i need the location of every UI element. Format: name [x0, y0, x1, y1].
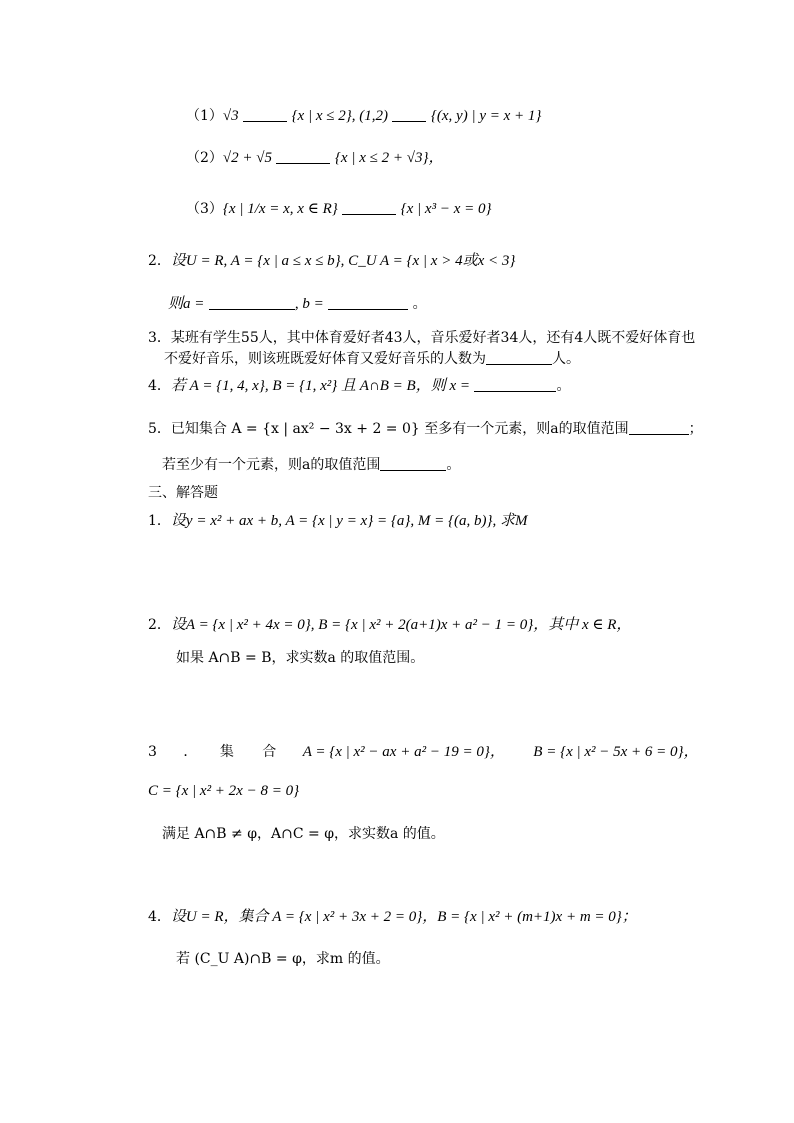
q1-part3 [186, 199, 491, 219]
q2-line2 [168, 294, 427, 314]
q1-part1-blank-1[interactable] [243, 107, 287, 122]
q5-blank-1[interactable] [629, 420, 689, 435]
answer-q1-number: 1． [148, 513, 171, 529]
answer-q4-line1 [148, 907, 637, 927]
q1-part1 [186, 106, 541, 126]
q2-line1 [148, 251, 515, 271]
q1-part2 [186, 148, 443, 168]
q2-blank-b[interactable] [328, 295, 408, 310]
q5-blank-2[interactable] [380, 456, 446, 471]
q1-part1-expr-a: √3 [222, 108, 239, 124]
answer-q3-set-b: B = {x | x² − 5x + 6 = 0}， [533, 744, 699, 760]
q3-line2-end: 人。 [552, 351, 580, 367]
q1-part1-blank-2[interactable] [392, 107, 426, 122]
q3-line1 [148, 328, 695, 348]
q4-text: 若 A = {1, 4, x}, B = {1, x²} 且 A∩B = B，则 x = [170, 378, 470, 394]
answer-q4-number: 4． [148, 909, 171, 925]
q2-number: 2． [148, 253, 171, 269]
q1-part3-expr-a: {x | 1/x = x, x ∈ R} [222, 201, 338, 217]
q1-part2-expr-a: √2 + √5 [222, 150, 273, 166]
q5-line2-end: 。 [446, 457, 461, 473]
q2-line2-a: 则a = [168, 296, 205, 312]
answer-q2-line1-text: 设A = {x | x² + 4x = 0}, B = {x | x² + 2(a+1)x + a² − 1 = 0}，其中 x ∈ R， [170, 617, 632, 633]
answer-q4-line2: 若 (C_U A)∩B = φ，求m 的值。 [176, 951, 390, 967]
answer-q3-word2: 合 [262, 744, 277, 760]
q1-part3-label: （3） [186, 201, 223, 217]
q1-part1-expr-b: {x | x ≤ 2}, (1,2) [291, 108, 388, 124]
q4-end: 。 [556, 378, 571, 394]
q3-line2 [164, 349, 580, 369]
answer-q2-number: 2． [148, 617, 171, 633]
q5-line2 [162, 455, 460, 475]
q3-line2-text: 不爱好音乐，则该班既爱好体育又爱好音乐的人数为 [164, 351, 486, 367]
answer-q3-line2 [148, 781, 299, 801]
answer-q1 [148, 511, 527, 531]
answer-q3-dot: ． [183, 744, 198, 760]
q2-line2-end: 。 [412, 296, 427, 312]
answer-q2-line1 [148, 615, 631, 635]
q2-line2-b: , b = [294, 296, 324, 312]
q1-part3-expr-b: {x | x³ − x = 0} [400, 201, 492, 217]
answer-q2-line2: 如果 A∩B = B，求实数a 的取值范围。 [176, 650, 425, 666]
answer-q3-set-c: C = {x | x² + 2x − 8 = 0} [148, 783, 300, 799]
q1-part2-expr-b: {x | x ≤ 2 + √3}， [334, 150, 444, 166]
answer-q3-line1 [148, 742, 699, 762]
q3-number: 3． [148, 330, 171, 346]
q2-blank-a[interactable] [209, 295, 295, 310]
answer-q3-word1: 集 [219, 744, 234, 760]
q4-number: 4． [148, 378, 171, 394]
q4-line [148, 376, 570, 396]
q3-line1-text: 某班有学生55人，其中体育爱好者43人，音乐爱好者34人，还有4人既不爱好体育也 [170, 330, 696, 346]
q1-part2-blank[interactable] [276, 149, 330, 164]
q5-line1-text: 已知集合 A = {x | ax² − 3x + 2 = 0} 至多有一个元素，则a的取值范围 [170, 421, 629, 437]
q3-blank[interactable] [486, 350, 552, 365]
q5-number: 5． [148, 421, 171, 437]
q1-part3-blank[interactable] [342, 200, 396, 215]
section-heading: 三、解答题 [148, 485, 218, 501]
answer-q1-text: 设y = x² + ax + b, A = {x | y = x} = {a}, M = {(a, b)}, 求M [170, 513, 528, 529]
q1-part1-label: （1） [186, 108, 223, 124]
answer-q3-set-a: A = {x | x² − ax + a² − 19 = 0}， [302, 744, 505, 760]
answer-q4-line1-text: 设U = R，集合 A = {x | x² + 3x + 2 = 0}，B = {x | x² + (m+1)x + m = 0}； [170, 909, 637, 925]
q1-part1-expr-c: {(x, y) | y = x + 1} [430, 108, 542, 124]
q1-part2-label: （2） [186, 150, 223, 166]
q5-line1-end: ； [688, 421, 703, 437]
q5-line1 [148, 419, 703, 439]
answer-q3-line3: 满足 A∩B ≠ φ，A∩C = φ，求实数a 的值。 [162, 826, 445, 842]
q4-blank[interactable] [474, 377, 556, 392]
answer-q3-number: 3 [148, 744, 157, 760]
q5-line2-text: 若至少有一个元素，则a的取值范围 [162, 457, 381, 473]
q2-text: 设U = R, A = {x | a ≤ x ≤ b}, C_U A = {x | x > 4或x < 3} [170, 253, 516, 269]
